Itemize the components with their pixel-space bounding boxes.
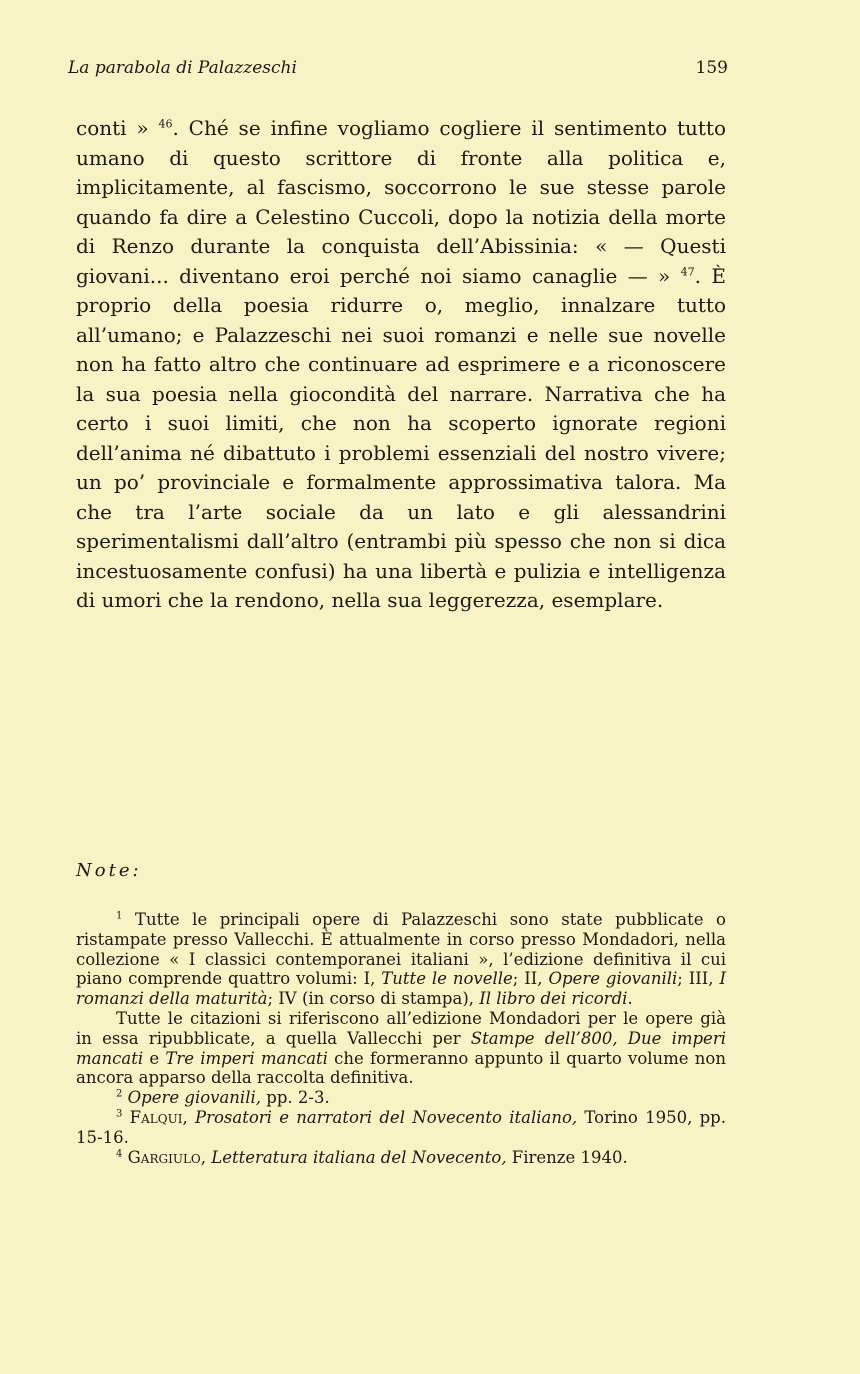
- footnote-text: Tutte le principali opere di Palazzeschi sono state pubblicate o ristampate presso Vallecchi. È attualmente in corso presso Mondadori, nella collezione « I classici contemporanei italiani », l’edizione definitiva il cui piano comprende quattro volumi: I,: [76, 910, 726, 989]
- footnote-text: .: [627, 989, 633, 1009]
- footnote-number: 1: [116, 910, 123, 922]
- footnote-text: ; III,: [677, 969, 720, 989]
- work-title: Prosatori e narratori del Novecento italiano,: [194, 1107, 578, 1127]
- body-text-segment: . Ché se infine vogliamo cogliere il sentimento tutto umano di questo scrittore di fronte alla politica e, implicitamente, al fascismo, soccorrono le sue stesse parole quando fa dire a Celestino Cuccoli, dopo la notizia della morte di Renzo durante la conquista dell’Abissinia: « — Questi giovani... diventano eroi perché noi siamo canaglie — »: [76, 116, 726, 288]
- footnote-number: 4: [116, 1148, 123, 1160]
- footnote-text: Torino 1950, pp. 15-16.: [76, 1107, 726, 1147]
- work-title: Opere giovanili: [548, 969, 678, 989]
- body-text: [76, 114, 726, 616]
- footnote-1-continued: [76, 1009, 726, 1088]
- running-title: La parabola di Palazzeschi: [68, 58, 297, 78]
- page-number: 159: [695, 58, 728, 78]
- footnote-number: 2: [116, 1088, 123, 1100]
- footnote-ref-46: 46: [158, 117, 173, 131]
- footnote-3: [76, 1108, 726, 1148]
- footnote-ref-47: 47: [680, 264, 695, 278]
- footnote-4: [76, 1148, 726, 1168]
- footnotes: [76, 910, 726, 1167]
- author-name: Falqui: [129, 1107, 183, 1127]
- footnote-text: pp. 2-3.: [261, 1088, 330, 1108]
- footnote-2: [76, 1088, 726, 1108]
- footnote-text: ,: [200, 1147, 212, 1167]
- work-title: Il libro dei ricordi: [479, 989, 628, 1009]
- footnote-text: Firenze 1940.: [506, 1147, 628, 1167]
- work-title: Stampe dell’800, Due imperi mancati: [76, 1028, 726, 1068]
- footnote-text: ; IV (in corso di stampa),: [267, 989, 480, 1009]
- work-title: Opere giovanili,: [127, 1088, 262, 1108]
- notes-heading: Note:: [76, 860, 142, 881]
- work-title: Letteratura italiana del Novecento,: [211, 1147, 507, 1167]
- footnote-text: che formeranno appunto il quarto volume non ancora apparso della raccolta definitiva.: [76, 1048, 726, 1088]
- footnote-text: ; II,: [512, 969, 549, 989]
- footnote-text: Tutte le citazioni si riferiscono all’edizione Mondadori per le opere già in essa ripubblicate, a quella Vallecchi per: [76, 1008, 726, 1048]
- work-title: Tre imperi mancati: [165, 1048, 328, 1068]
- footnote-number: 3: [116, 1108, 123, 1120]
- work-title: I romanzi della maturità: [76, 969, 726, 1009]
- footnote-1: [76, 910, 726, 1009]
- body-text-segment: conti »: [76, 116, 159, 140]
- work-title: Tutte le novelle: [381, 969, 513, 989]
- author-name: Gargiulo: [127, 1147, 201, 1167]
- running-head: [68, 58, 728, 78]
- body-paragraph: [76, 114, 726, 616]
- body-text-segment: . È proprio della poesia ridurre o, meglio, innalzare tutto all’umano; e Palazzeschi nei suoi romanzi e nelle sue novelle non ha fatto altro che continuare ad esprimere e a riconoscere la sua poesia nella giocondità del narrare. Narrativa che ha certo i suoi limiti, che non ha scoperto ignorate regioni dell’anima né dibattuto i problemi essenziali del nostro vivere; un po’ provinciale e formalmente approssimativa talora. Ma che tra l’arte sociale da un lato e gli alessandrini sperimentalismi dall’altro (entrambi più spesso che non si dica incestuosamente confusi) ha una libertà e pulizia e intelligenza di umori che la rendono, nella sua leggerezza, esemplare.: [76, 263, 726, 612]
- footnote-text: ,: [182, 1107, 195, 1127]
- footnote-text: e: [143, 1048, 166, 1068]
